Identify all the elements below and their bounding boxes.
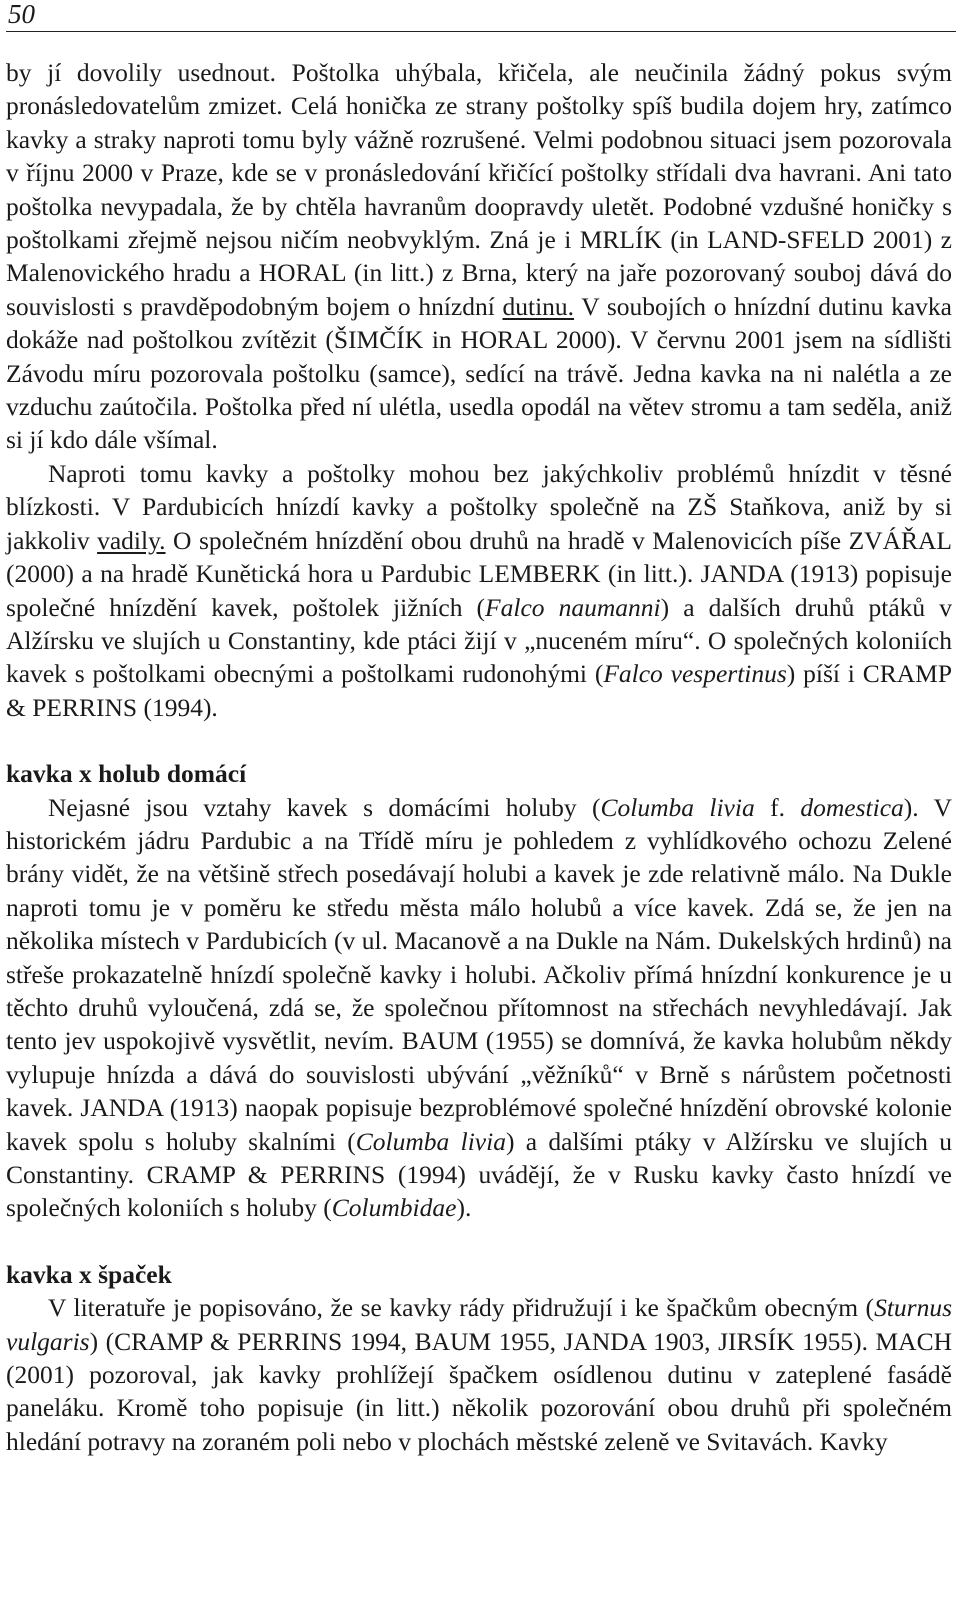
- text-run: V literatuře je popisováno, že se kavky rády přidružují i ke špačkům obecným (: [48, 1293, 875, 1323]
- species-name: Columbidae: [331, 1193, 457, 1223]
- text-run: V soubojích o hnízdní dutinu kavka dokáže nad poštolkou zvítězit (ŠIMČÍK in HORAL 2000). V červnu 2001 jsem na sídlišti Závodu míru pozorovala poštolku (samce), sedící na trávě. Jedna kavka na ni nalétla a ze vzduchu zaútočila. Poštolka před ní ulétla, usedla opodál na větev stromu a tam seděla, aniž si jí kdo dále všímal.: [6, 291, 952, 455]
- text-run: ). V historickém jádru Pardubic a na Třídě míru je pohledem z vyhlídkového ochozu Zelené brány vidět, že na většině střech posedávají holubi a kavek je zde relativně málo. Na Dukle naproti tomu je v poměru ke středu města málo holubů a více kavek. Zdá se, že jen na několika místech v Pardubicích (v ul. Macanově a na Dukle na Nám. Dukelských hrdinů) na střeše prokazatelně hnízdí společně kavky i holubi. Ačkoliv přímá hnízdní konkurence je u těchto druhů vyloučená, zdá se, že společnou přítomnost na střechách nevyhledávají. Jak tento jev uspokojivě vysvětlit, nevím. BAUM (1955) se domnívá, že kavka holubům někdy vylupuje hnízda a dává do souvislosti ubývání „věžníků“ v Brně s nárůstem početnosti kavek. JANDA (1913) naopak popisuje bezproblémové společné hnízdění obrovské kolonie kavek spolu s holuby skalními (: [6, 792, 952, 1156]
- text-run: O společném hnízdění obou druhů na hradě v Malenovicích píše ZVÁŘAL (2000) a na hradě Kunětická hora u Pardubic LEMBERK (in litt.). JANDA (1913) popisuje společné hnízdění kavek, poštolek jižních (: [6, 525, 952, 622]
- page-number: 50: [8, 0, 35, 29]
- text-run: ) a dalšími ptáky v Alžírsku ve slujích u Constantiny. CRAMP & PERRINS (1994) uvádějí, že v Rusku kavky často hnízdí ve společných koloniích s holuby (: [6, 1126, 952, 1223]
- header-rule: [6, 31, 956, 32]
- text-run: ) a dalších druhů ptáků v Alžírsku ve slujích u Constantiny, kde ptáci žijí v „nuceném míru“. O společných koloniích kavek s poštolkami obecnými a poštolkami rudonohými (: [6, 592, 952, 689]
- text-run: ).: [456, 1193, 472, 1223]
- text-run: Naproti tomu kavky a poštolky mohou bez jakýchkoliv problémů hnízdit v těsné blízkosti. V Pardubicích hnízdí kavky a poštolky společně na ZŠ Staňkova, aniž by si jakkoliv: [6, 458, 952, 555]
- article-body: [6, 56, 952, 1458]
- text-run: Nejasné jsou vztahy kavek s domácími holuby (: [48, 792, 601, 822]
- text-run: by jí dovolily usednout. Poštolka uhýbala, křičela, ale neučinila žádný pokus svým pronásledovatelům zmizet. Celá honička ze strany poštolky spíš budila dojem hry, zatímco kavky a straky naproti tomu byly vážně rozrušené. Velmi podobnou situaci jsem pozorovala v říjnu 2000 v Praze, kde se v pronásledování křičící poštolky střídali dva havrani. Ani tato poštolka nevypadala, že by chtěla havranům doopravdy uletět. Podobné vzdušné honičky s poštolkami zřejmě nejsou ničím neobvyklým. Zná je i MRLÍK (in LAND-SFELD 2001) z Malenovického hradu a HORAL (in litt.) z Brna, který na jaře pozorovaný souboj dává do souvislosti s pravděpodobným bojem o hnízdní: [6, 58, 952, 321]
- text-run: ) píší i CRAMP & PERRINS (1994).: [6, 659, 953, 722]
- paragraph-starling: [6, 1291, 952, 1458]
- species-name: domestica: [800, 792, 904, 822]
- section-heading-starling: kavka x špaček: [6, 1259, 172, 1289]
- species-name: Sturnus vulgaris: [6, 1293, 952, 1356]
- paragraph-kestrel-nesting: [6, 457, 952, 724]
- text-run: f.: [754, 792, 801, 822]
- paragraph-pigeon: [6, 791, 952, 1225]
- underlined-text: dutinu.: [502, 291, 575, 321]
- species-name: Columba livia: [355, 1126, 506, 1156]
- species-name: Falco naumanni: [485, 592, 661, 622]
- paragraph-kestrel-chase: [6, 56, 952, 457]
- section-heading-pigeon: kavka x holub domácí: [6, 759, 247, 789]
- species-name: Columba livia: [600, 792, 755, 822]
- species-name: Falco vespertinus: [603, 659, 787, 689]
- text-run: ) (CRAMP & PERRINS 1994, BAUM 1955, JANDA 1903, JIRSÍK 1955). MACH (2001) pozoroval, jak kavky prohlížejí špačkem osídlenou dutinu v zateplené fasádě paneláku. Kromě toho popisuje (in litt.) několik pozorování obou druhů při společném hledání potravy na zoraném poli nebo v plochách městské zeleně ve Svitavách. Kavky: [6, 1326, 952, 1456]
- underlined-text: vadily.: [97, 525, 166, 555]
